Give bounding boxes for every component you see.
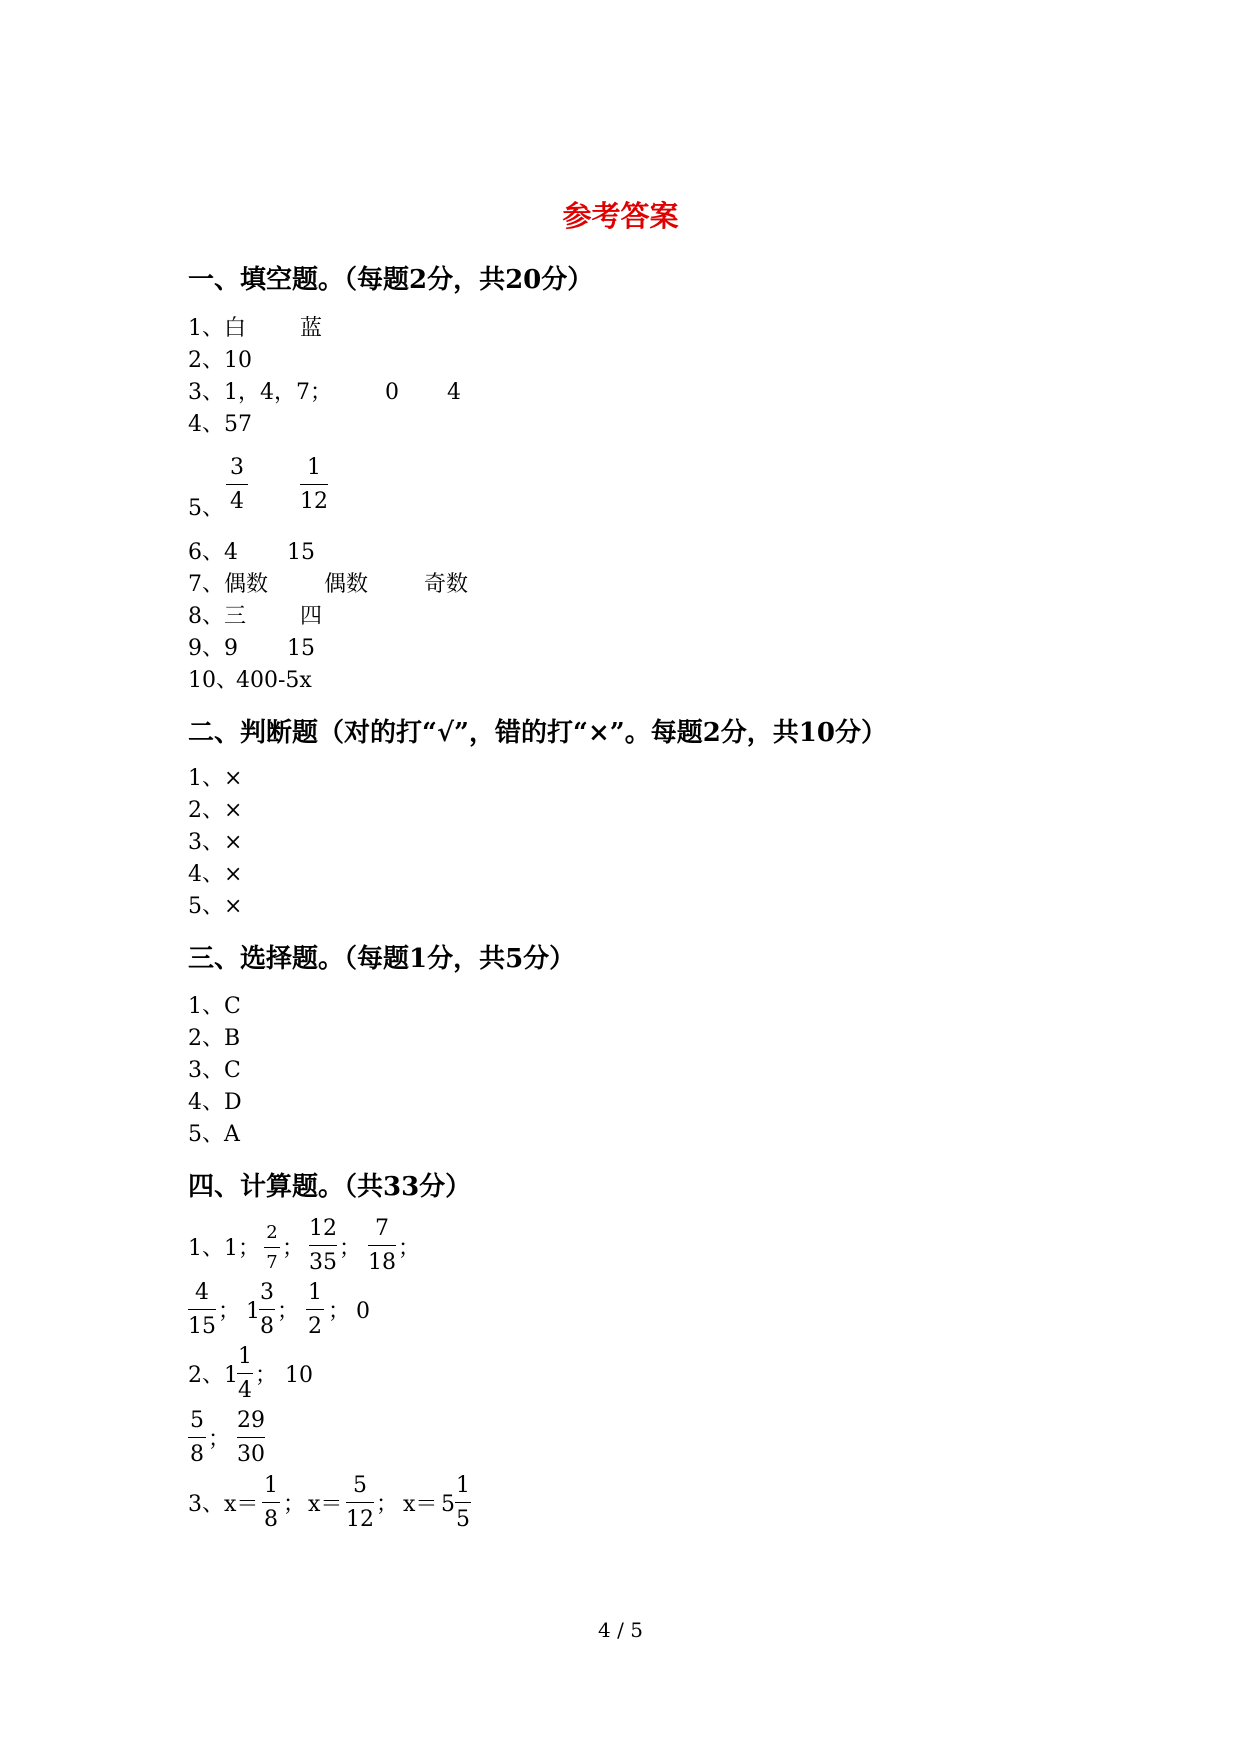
numerator: 3	[260, 1280, 274, 1305]
s4-q3-mixed-whole: 5	[441, 1492, 455, 1517]
s1-q9-num: 9、	[188, 636, 224, 661]
s4-q3-fraction-2	[346, 1472, 374, 1534]
fraction-bar	[237, 1373, 253, 1374]
section-1-heading: 一、填空题。（每题2分，共20分）	[188, 265, 594, 295]
s1-q6-num: 6、	[188, 540, 224, 565]
numerator: 1	[238, 1344, 252, 1369]
numerator: 4	[195, 1280, 209, 1305]
denominator: 12	[346, 1507, 374, 1532]
s1-q5-fraction-2	[300, 454, 328, 516]
s4-q2-mixed-fraction	[237, 1343, 253, 1405]
fraction-bar	[188, 1309, 216, 1310]
denominator: 12	[300, 489, 328, 514]
s1-q1-b: 蓝	[300, 316, 323, 341]
fraction-bar	[309, 1245, 337, 1246]
separator: ；	[255, 1363, 278, 1388]
separator: ；	[328, 1299, 351, 1324]
denominator: 7	[266, 1252, 278, 1273]
section-3-heading: 三、选择题。（每题1分，共5分）	[188, 944, 576, 974]
s4-q3-x-label: x＝	[403, 1492, 438, 1517]
denominator: 15	[188, 1314, 216, 1339]
numerator: 2	[266, 1222, 278, 1243]
s3-item: 1、C	[188, 994, 241, 1019]
s3-item: 4、D	[188, 1090, 242, 1115]
fraction-bar	[306, 1309, 324, 1310]
numerator: 1	[456, 1473, 470, 1498]
denominator: 35	[309, 1250, 337, 1275]
s1-q8-num: 8、	[188, 604, 224, 629]
fraction-bar	[226, 484, 248, 485]
denominator: 4	[230, 489, 244, 514]
s4-q1-lead: 1；	[224, 1236, 260, 1261]
s4-q1-fraction-1	[264, 1221, 280, 1275]
s1-q6-a: 4	[224, 540, 238, 565]
s4-q1-tail: 0	[356, 1299, 370, 1324]
s1-q4-num: 4、	[188, 412, 224, 437]
page-title: 参考答案	[562, 199, 679, 233]
s1-q6-b: 15	[287, 540, 315, 565]
s2-item: 2、×	[188, 798, 243, 823]
fraction-bar	[368, 1245, 396, 1246]
separator: ；	[218, 1299, 241, 1324]
s1-q3-num: 3、	[188, 380, 224, 405]
fraction-bar	[259, 1309, 275, 1310]
s1-q2-a: 10	[224, 348, 252, 373]
s1-q1-a: 白	[224, 316, 247, 341]
section-2-heading: 二、判断题（对的打“√”，错的打“×”。每题2分，共10分）	[188, 718, 887, 748]
fraction-bar	[188, 1437, 206, 1438]
denominator: 5	[456, 1507, 470, 1532]
s1-q8-b: 四	[300, 604, 323, 629]
s1-q1-num: 1、	[188, 316, 224, 341]
numerator: 1	[264, 1473, 278, 1498]
s4-q3-mixed-fraction	[455, 1472, 471, 1534]
s4-q1-fraction-6	[306, 1279, 324, 1341]
numerator: 7	[375, 1216, 389, 1241]
s4-q1-mixed-whole: 1	[246, 1299, 260, 1324]
s1-q8-a: 三	[224, 604, 247, 629]
s1-q3-a: 1，4，7；	[224, 380, 332, 405]
fraction-bar	[455, 1502, 471, 1503]
numerator: 12	[309, 1216, 337, 1241]
s3-item: 5、A	[188, 1122, 240, 1147]
s4-q2-fraction-3	[237, 1407, 265, 1469]
s1-q2-num: 2、	[188, 348, 224, 373]
section-4-heading: 四、计算题。（共33分）	[188, 1172, 472, 1202]
s1-q9-b: 15	[287, 636, 315, 661]
numerator: 3	[230, 455, 244, 480]
s1-q7-num: 7、	[188, 572, 224, 597]
s2-item: 5、×	[188, 894, 243, 919]
separator: ；	[208, 1427, 231, 1452]
s1-q5-num: 5、	[188, 496, 224, 521]
s1-q10-num: 10、	[188, 668, 238, 693]
denominator: 4	[238, 1378, 252, 1403]
denominator: 8	[190, 1442, 204, 1467]
s4-q3-x-label: x＝	[224, 1492, 259, 1517]
numerator: 1	[307, 455, 321, 480]
separator: ；	[282, 1236, 305, 1261]
s1-q3-b: 0	[385, 380, 399, 405]
denominator: 8	[264, 1507, 278, 1532]
s4-q1-fraction-4	[188, 1279, 216, 1341]
separator: ；	[398, 1236, 421, 1261]
s1-q9-a: 9	[224, 636, 238, 661]
s4-q1-fraction-2	[309, 1215, 337, 1277]
s3-item: 2、B	[188, 1026, 241, 1051]
fraction-bar	[262, 1502, 280, 1503]
s4-q2-mixed-whole: 1	[224, 1363, 238, 1388]
s4-q2-value: 10	[285, 1363, 313, 1388]
fraction-bar	[237, 1437, 265, 1438]
s4-q3-fraction-1	[262, 1472, 280, 1534]
numerator: 1	[308, 1280, 322, 1305]
s4-q2-fraction-2	[188, 1407, 206, 1469]
denominator: 2	[308, 1314, 322, 1339]
separator: ；	[376, 1492, 399, 1517]
numerator: 29	[237, 1408, 265, 1433]
fraction-bar	[346, 1502, 374, 1503]
denominator: 8	[260, 1314, 274, 1339]
separator: ；	[283, 1492, 306, 1517]
s2-item: 1、×	[188, 766, 243, 791]
s1-q7-a: 偶数	[224, 572, 269, 597]
page-number: 4 / 5	[598, 1618, 643, 1642]
fraction-bar	[300, 484, 328, 485]
numerator: 5	[190, 1408, 204, 1433]
fraction-bar	[264, 1247, 280, 1248]
s1-q3-c: 4	[447, 380, 461, 405]
s1-q7-c: 奇数	[424, 572, 469, 597]
s1-q7-b: 偶数	[324, 572, 369, 597]
s3-item: 3、C	[188, 1058, 241, 1083]
separator: ；	[339, 1236, 362, 1261]
s2-item: 4、×	[188, 862, 243, 887]
denominator: 18	[368, 1250, 396, 1275]
s1-q5-fraction-1	[226, 454, 248, 516]
s1-q10-a: 400-5x	[236, 668, 312, 693]
s4-q2-num: 2、	[188, 1363, 224, 1388]
s4-q3-x-label: x＝	[308, 1492, 343, 1517]
s2-item: 3、×	[188, 830, 243, 855]
s4-q1-fraction-3	[368, 1215, 396, 1277]
numerator: 5	[353, 1473, 367, 1498]
s4-q3-num: 3、	[188, 1492, 224, 1517]
separator: ；	[277, 1299, 300, 1324]
s4-q1-num: 1、	[188, 1236, 224, 1261]
denominator: 30	[237, 1442, 265, 1467]
s4-q1-mixed-fraction	[259, 1279, 275, 1341]
s1-q4-a: 57	[224, 412, 252, 437]
